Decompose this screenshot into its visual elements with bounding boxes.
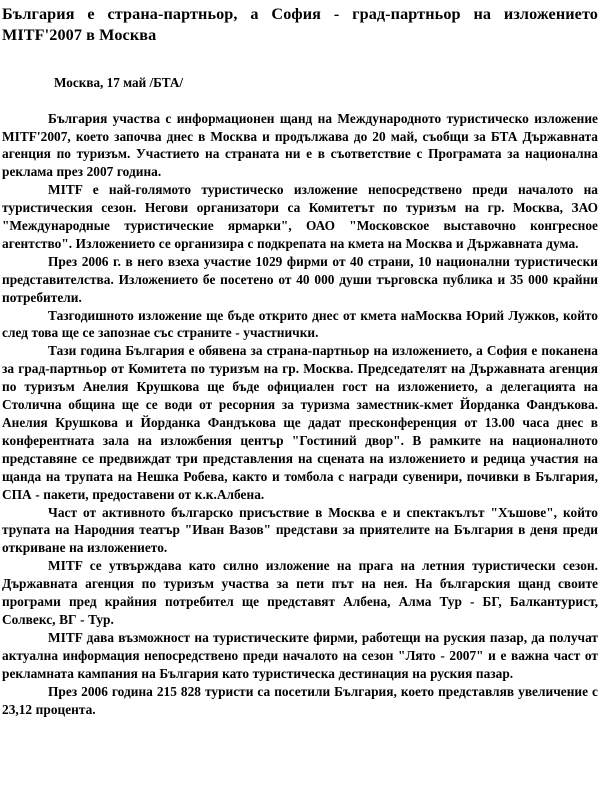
paragraph: България участва с информационен щанд на Международното туристическо изложение MITF'2007, което започва днес в Москва и продължава до 20 май, съобщи за БТА Държавната агенция по туризъм. Участието на страната ни е в съответствие с Програмата за национална реклама през 2007 година.: [2, 110, 598, 180]
paragraph: През 2006 година 215 828 туристи са посетили България, което представляв увеличение с 23,12 процента.: [2, 683, 598, 717]
paragraph: MITF е най-голямото туристическо изложение непосредствено преди началото на туристическия сезон. Негови организатори са Комитетът по туризъм на гр. Москва, ЗАО "Международные туристические ярмарки", ОАО "Московское выставочно конгресное агентство". Изложението се организира с подкрепата на кмета на Москва и Държавната дума.: [2, 182, 598, 251]
paragraph: Тази година България е обявена за страна-партньор на изложението, а София е поканена за град-партньор от Комитета по туризъм на гр. Москва. Председателят на Държавната агенция по туризъм Анелия Крушкова ще бъде официален гост на изложението, а делегацията на Столична община ще се води от ресорния за туризма заместник-кмет Йорданка Фандъкова. Анелия Крушкова и Йорданка Фандъкова ще дадат пресконференция от 13.00 часа днес в конферентната зала на изложбения център "Гостиний двор". В рамките на националното представяне се предвиждат три представления на сцената на изложението и редица участия на щанда на трупата на Нешка Робева, както и томбола с награди сувенири, почивки в България, СПА - пакети, предоставени от к.к.Албена.: [2, 343, 598, 502]
paragraph: Тазгодишното изложение ще бъде открито днес от кмета наМосква Юрий Лужков, който след това ще се запознае със страните - участнички.: [2, 307, 598, 341]
paragraph: MITF дава възможност на туристическите фирми, работещи на руския пазар, да получат актуална информация непосредствено преди началото на сезон "Лято - 2007" и е важна част от рекламната кампания на България като туристическа дестинация на руския пазар.: [2, 629, 598, 681]
page-title: България е страна-партньор, а София - град-партньор на изложението MITF'2007 в Москва: [2, 5, 598, 45]
paragraph: MITF се утвърждава като силно изложение на прага на летния туристически сезон. Държавната агенция по туризъм участва за пети път на нея. На българския щанд своите програми пред крайния потребител ще представят Албена, Алма Тур - БГ, Балкантурист, Солвекс, ВГ - Тур.: [2, 558, 598, 627]
paragraph: Част от активното българско присъствие в Москва е и спектакълът "Хъшове", който трупата на Народния театър "Иван Вазов" представи за приятелите на България в деня преди откриване на изложението.: [2, 504, 598, 556]
dateline: Москва, 17 май /БТА/: [54, 75, 184, 91]
article-body: [0, 92, 600, 719]
paragraph: През 2006 г. в него взеха участие 1029 фирми от 40 страни, 10 национални туристически представителства. Изложението бе посетено от 40 000 души търговска публика и 35 000 крайни потребители.: [2, 253, 598, 305]
